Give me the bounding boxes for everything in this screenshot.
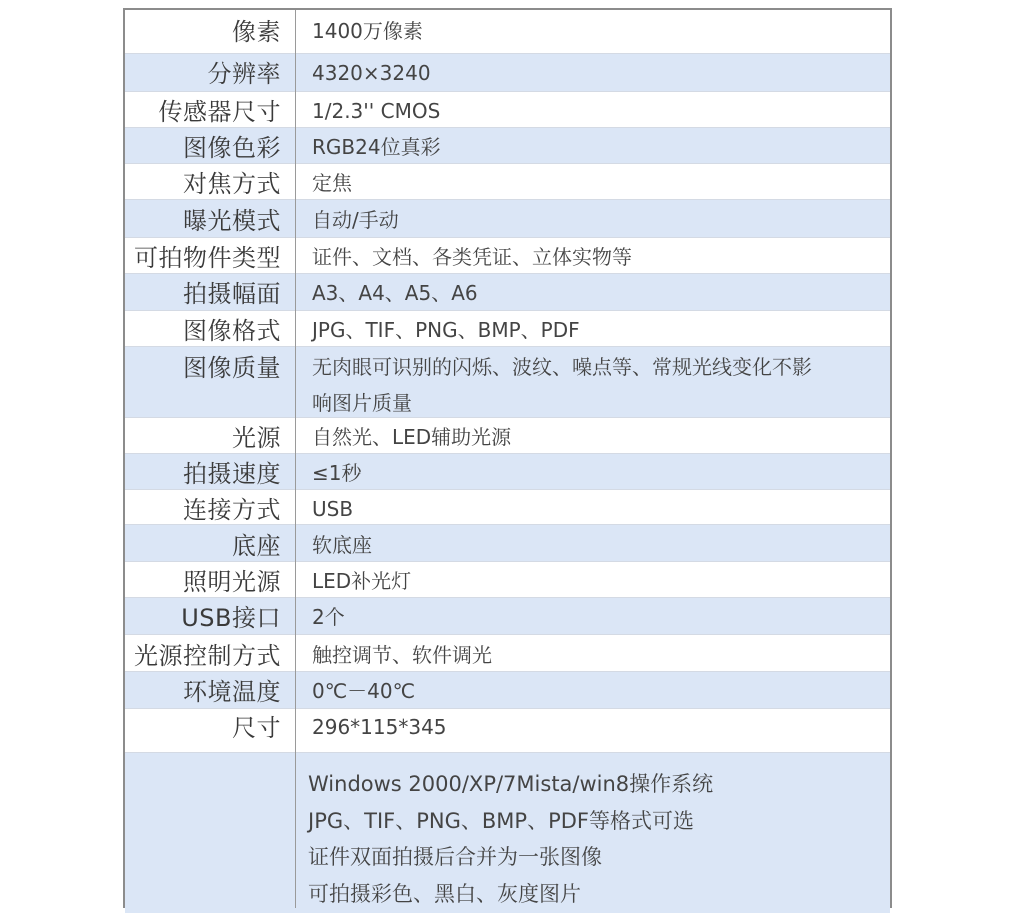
spec-row — [125, 200, 890, 238]
spec-value-line: 自动/手动 — [312, 208, 399, 232]
spec-row — [125, 347, 890, 418]
spec-value-line: 2个 — [312, 605, 345, 629]
spec-label: USB接口 — [181, 604, 281, 632]
spec-row — [125, 490, 890, 525]
spec-value-line: 1/2.3'' CMOS — [312, 99, 441, 123]
spec-value-line: 软底座 — [312, 533, 372, 557]
spec-value-line: ≤1秒 — [312, 461, 362, 485]
spec-value-line: 触控调节、软件调光 — [312, 643, 492, 667]
spec-label: 拍摄幅面 — [183, 280, 281, 308]
spec-value-line: 296*115*345 — [312, 715, 447, 739]
note-line: Windows 2000/XP/7Mista/win8操作系统 — [308, 772, 714, 796]
spec-label: 底座 — [232, 532, 281, 560]
spec-value — [312, 419, 878, 455]
spec-value-line: 0℃－40℃ — [312, 679, 416, 703]
spec-value-line: A3、A4、A5、A6 — [312, 281, 478, 305]
spec-row — [125, 418, 890, 454]
spec-label: 照明光源 — [183, 568, 281, 596]
spec-value — [312, 599, 878, 635]
spec-value-line: 自然光、LED辅助光源 — [312, 425, 512, 449]
spec-value — [312, 673, 878, 709]
notes-row — [125, 753, 890, 913]
note-line: 证件双面拍摄后合并为一张图像 — [308, 845, 602, 869]
spec-value-line: 4320×3240 — [312, 61, 431, 85]
spec-label: 对焦方式 — [183, 170, 281, 198]
spec-value — [312, 55, 878, 91]
spec-row — [125, 238, 890, 274]
spec-label: 光源控制方式 — [134, 642, 281, 670]
spec-value-line: 响图片质量 — [312, 391, 412, 415]
spec-value — [312, 527, 878, 563]
spec-row — [125, 54, 890, 92]
spec-row — [125, 709, 890, 753]
spec-value — [312, 491, 878, 527]
spec-row — [125, 92, 890, 128]
note-line: 可拍摄彩色、黑白、灰度图片 — [308, 881, 581, 906]
spec-row — [125, 635, 890, 672]
spec-label: 连接方式 — [183, 496, 281, 524]
spec-row — [125, 10, 890, 54]
spec-value — [312, 455, 878, 491]
spec-label: 图像格式 — [183, 317, 281, 345]
spec-value — [312, 275, 878, 311]
spec-label: 可拍物件类型 — [134, 244, 281, 272]
spec-value — [312, 349, 878, 421]
spec-row — [125, 454, 890, 490]
spec-value — [312, 239, 878, 275]
spec-value-line: 证件、文档、各类凭证、立体实物等 — [312, 245, 632, 269]
spec-value — [312, 165, 878, 201]
spec-row — [125, 311, 890, 347]
spec-row — [125, 562, 890, 598]
spec-value-line: RGB24位真彩 — [312, 135, 441, 159]
spec-value — [312, 563, 878, 599]
spec-row — [125, 128, 890, 164]
spec-label: 像素 — [232, 18, 281, 46]
spec-value — [312, 202, 878, 238]
spec-label: 传感器尺寸 — [158, 98, 281, 126]
spec-label: 拍摄速度 — [183, 460, 281, 488]
spec-row — [125, 164, 890, 200]
spec-table — [123, 8, 892, 908]
spec-label: 光源 — [232, 424, 281, 452]
note-line: JPG、TIF、PNG、BMP、PDF等格式可选 — [308, 808, 694, 833]
spec-value — [312, 312, 878, 348]
spec-value-line: 定焦 — [312, 171, 352, 195]
spec-value-line: LED补光灯 — [312, 569, 412, 593]
spec-label: 分辨率 — [207, 60, 281, 88]
spec-value — [312, 93, 878, 129]
spec-value-line: USB — [312, 497, 354, 521]
spec-value-line: 无肉眼可识别的闪烁、波纹、噪点等、常规光线变化不影 — [312, 355, 812, 379]
spec-value — [312, 13, 878, 49]
column-divider — [295, 10, 296, 908]
spec-value-line: 1400万像素 — [312, 19, 423, 43]
spec-label: 曝光模式 — [183, 207, 281, 235]
spec-label: 环境温度 — [183, 678, 281, 706]
spec-row — [125, 525, 890, 562]
spec-row — [125, 672, 890, 709]
spec-value-line: JPG、TIF、PNG、BMP、PDF — [312, 318, 580, 342]
spec-row — [125, 598, 890, 635]
spec-label: 图像质量 — [183, 354, 281, 382]
spec-label: 尺寸 — [232, 714, 281, 742]
spec-value — [312, 709, 878, 745]
spec-label: 图像色彩 — [183, 134, 281, 162]
spec-row — [125, 274, 890, 311]
spec-value — [312, 129, 878, 165]
spec-value — [312, 637, 878, 673]
notes-list — [308, 766, 713, 912]
